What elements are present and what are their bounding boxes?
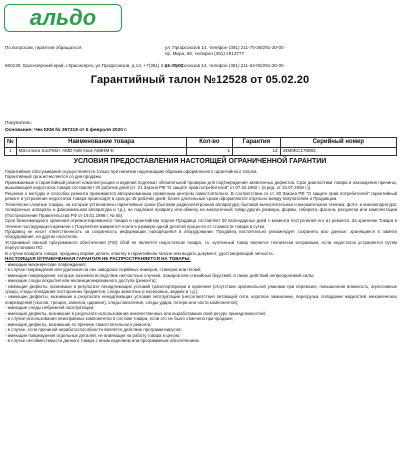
paragraph: Гарантийное обслуживание осуществляется только при наличии надлежащим образом оформленного гарантийного талона. (5, 169, 258, 174)
paragraph: Принимаемые в гарантийный ремонт комплектующие и изделия подлежат обязательной проверке для подтверждения заявленных дефектов. Срок диагностики товара и нахождения причины, вызывающей недостаток товара составляет 20 рабочих дней (ст. 21 Закона РФ "О защите прав потребителей" от 07.02.1992 г. (в ред. от 23.07.2008 г.)). (5, 179, 397, 191)
table-header-row (5, 138, 397, 148)
exclusion-item: - в случае использования неисправных компонентов в составе товара, если это не было отмечено при продаже; (5, 316, 234, 322)
col-serial-header: Серийный номер (280, 138, 396, 148)
paragraph: Устранимый сменой программного обеспечения (ПО) сбой не является недостатком товара, т.к. купленный товар является технически исправным, если недостаток устраняется путём переустановки ПО. (5, 239, 397, 251)
buyer-line (5, 121, 397, 127)
row-number: 1 (5, 147, 17, 155)
exclusion-item: - имеющие повреждения отдельных деталей, не влияющие на работу товара в целом; (5, 332, 181, 338)
exclusions-title: НАСТОЯЩАЯ ОГРАНИЧЕННАЯ ГАРАНТИЯ НЕ РАСПРОСТРАНЯЕТСЯ НА ТОВАРЫ: (5, 256, 191, 262)
paragraph: Решение о методах и способах ремонта принимается авторизованным сервисным центром самостоятельно. В соответствии со ст. 20 Закона РФ "О защите прав потребителей" гарантийный ремонт и устранение недостатка товара происходят в срок до 45 рабочих дней, более длительные сроки оформляются отдельно между покупателем и Продавцом. (5, 190, 397, 202)
paragraph: Гарантийный срок исчисляется со дня продажи. (5, 174, 103, 180)
store-address: ул. Профсоюзов 14, телефон (391) 211-64-00/291-30-00 (165, 63, 284, 68)
product-serial: J4M0KC176893 (280, 147, 396, 155)
product-warranty: 12 (233, 147, 281, 155)
goods-table (4, 137, 397, 156)
exclusion-item: - в случае, если причиной неработоспособности является действие программ-вирусов; (5, 327, 182, 333)
col-number-header: № (5, 138, 17, 148)
paragraph: В случае возврата товара, продавец вправе делать отметку в гарантийном талоне или выдать документ, удостоверяющий личность. (5, 250, 274, 256)
store-addresses (165, 45, 397, 57)
document-title: Гарантийный талон №12528 от 05.02.20 (90, 74, 310, 86)
paragraph: Продавец не несет ответственность за сохранность информации, находящейся в оборудовании. Продавец настоятельно рекомендует сохранять всю данные, хранящиеся в памяти оборудования, на других носителях. (5, 228, 397, 240)
exclusion-item: - имеющие дефекты, возникшие в результате ненадлежащих условий эксплуатации (несоответствия питающей сети, короткое замыкание, перегрузка, попадание жидкостей, механических повреждений (сколов, трещин, запилов, царапин), следы окисления, следы удара, потери или части компонентов); (5, 294, 397, 305)
svg-text:альдо: альдо (29, 5, 97, 30)
product-qty: 1 (186, 147, 232, 155)
exclusion-item: - в случае несовместимости данного товара с иным изделием или программным обеспечением. (5, 338, 200, 344)
product-name: Мат.плата SocFM2+ AMD A68 Asus A68HM-K (16, 147, 186, 155)
store-address: ул. Профсоюзов 14, телефон (391) 211-70-36/291-30-00 (165, 45, 284, 50)
basis-value: Чек ККМ № 397318 от 5 февраля 2020 г. (34, 128, 128, 133)
store-address: пр. Мира, 66, телефон (391) 2913777 (165, 51, 245, 56)
buyer-label: Покупатель: (5, 121, 33, 126)
company-address-row (5, 63, 397, 69)
basis-label: Основание: (5, 128, 33, 133)
exclusion-item: - имеющие дефекты, возникшие по причине самостоятельного ремонта; (5, 321, 152, 327)
exclusion-item: - имеющие следы небрежной эксплуатации; (5, 305, 95, 311)
table-row (5, 147, 397, 155)
company-address: 660130, Красноярский край, г.Красноярск, ул.Профсоюзов, д.14, +7(391) 2-91-30-00 (5, 63, 184, 68)
contact-question: По вопросам, гарантии обращаться: (5, 45, 83, 50)
exclusion-item: - имеющие механические повреждения; (5, 261, 86, 267)
col-name-header: Наименование товара (16, 138, 186, 148)
basis-line (5, 128, 397, 134)
aldo-logo (4, 4, 122, 32)
conditions-title: УСЛОВИЯ ПРЕДОСТАВЛЕНИЯ НАСТОЯЩЕЙ ОГРАНИЧЕННОЙ ГАРАНТИИ (73, 158, 327, 165)
col-qty-header: Кол-во (186, 138, 232, 148)
exclusion-item: - имеющие повреждения, которые возникли вследствие несчастных случаев, пожаров или стихийных бедствий, а также действий непреодолимой силы; (5, 272, 315, 278)
exclusion-item: - имеющие дефекты, возникшие в результате ненадлежащих условий транспортировки и хранения (отсутствие оригинальной упаковки при перевозке, повышенная влажность, агрессивные среды, следы попадания посторонних предметов, следы животных и насекомых, жидких и т.д.); (5, 283, 397, 294)
exclusion-item: - имеющие дефекты, возникшие в результате использования некачественных или выработавших свой ресурс принадлежностей; (5, 310, 266, 316)
exclusion-item: - имеющие следы вскрытия или несанкционированного доступа (ремонта); (5, 278, 157, 284)
paragraph: Срок безвозмездного хранения отремонтированного товара в гарантийном отделе Продавца составляет 30 календарных дней с момента поступления его из ремонта. За хранение Товара в течение последующего времени с Покупателя взимается плата в размере одной десятой процента от стоимости товара в сутки. (5, 218, 397, 229)
exclusion-item: - в случае повреждения или удаления на них заводских серийных номеров, стикеров или пломб; (5, 267, 202, 273)
col-warranty-header: Гарантия (233, 138, 281, 148)
paragraph: Технически сложные товары, на которые установлены гарантийные сроки (бытовая радиоэлектронная аппаратура; бытовая вычислительная и множительная техника; фото- и киноаппаратура; телефонные аппараты и факсимильная аппаратура и т.д.), не подлежат возврату или обмену на аналогичный товар других размера, формы, габарита, фасона, расцветки или комплектации (Постановление Правительства РФ от 19.01.1998 г. № 55). (5, 201, 397, 218)
conditions-body (5, 169, 397, 344)
